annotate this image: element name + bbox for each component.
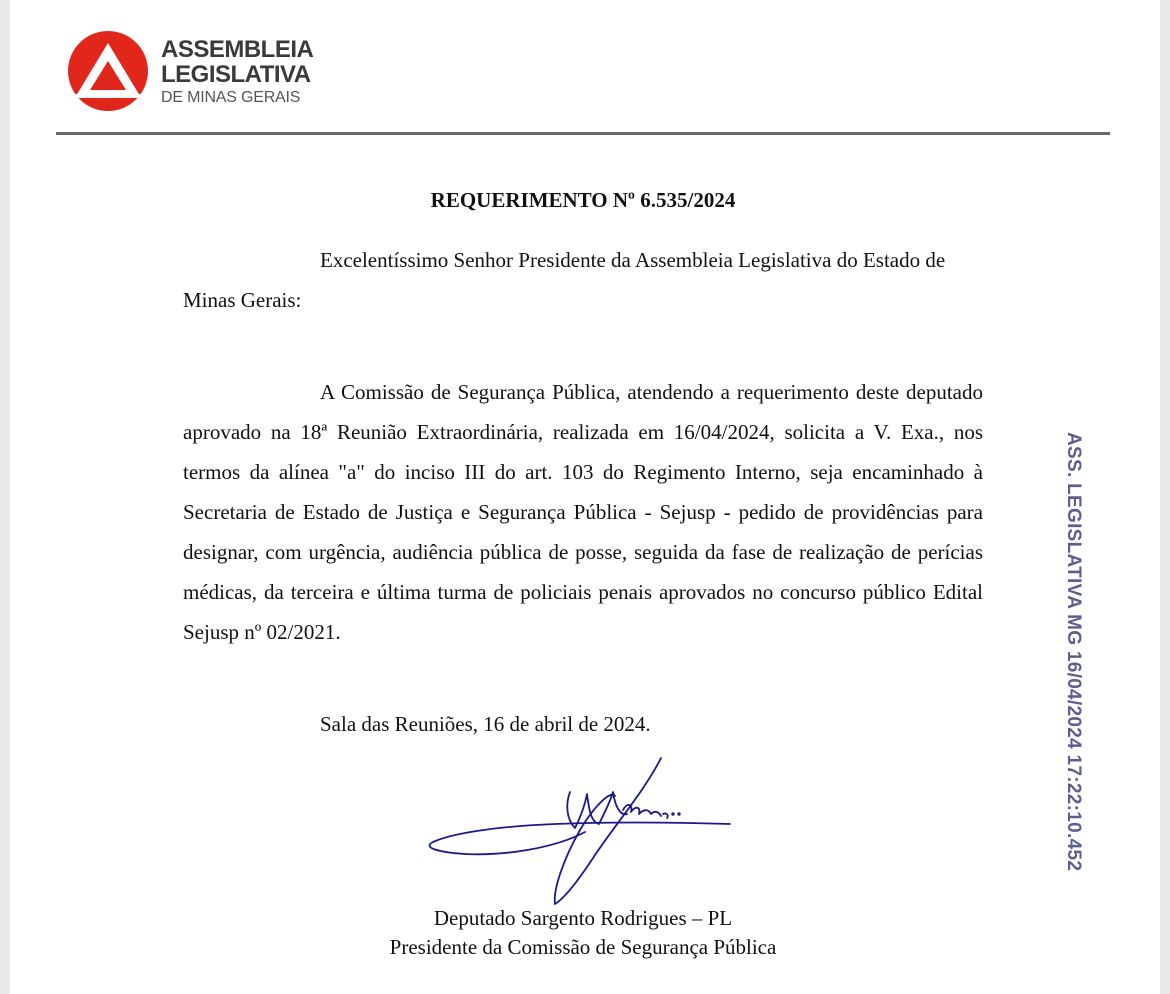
triangle-emblem-icon bbox=[64, 30, 156, 112]
document-title: REQUERIMENTO Nº 6.535/2024 bbox=[430, 188, 736, 212]
document-page bbox=[10, 0, 1160, 994]
dateline: Sala das Reuniões, 16 de abril de 2024. bbox=[320, 712, 651, 736]
logo-wordmark bbox=[161, 38, 313, 106]
header-divider bbox=[56, 132, 1110, 135]
salutation: Excelentíssimo Senhor Presidente da Assembleia Legislativa do Estado de Minas Gerais: bbox=[183, 248, 946, 312]
signer-role: Presidente da Comissão de Segurança Pública bbox=[389, 935, 777, 959]
logo-line-2: LEGISLATIVA bbox=[161, 61, 311, 88]
logo-line-1: ASSEMBLEIA bbox=[161, 36, 314, 63]
body-paragraph: A Comissão de Segurança Pública, atendendo a requerimento deste deputado aprovado na 18ª Reunião Extraordinária, realizada em 16/04/2024, solicita a V. Exa., nos termos da alínea "a" do inciso III do art. 103 do Regimento Interno, seja encaminhado à Secretaria de Estado de Justiça e Segurança Pública - Sejusp - pedido de providências para designar, com urgência, audiência pública de posse, seguida da fase de realização de perícias médicas, da terceira e última turma de policiais penais aprovados no concurso público Edital Sejusp nº 02/2021. bbox=[183, 380, 983, 644]
logo-line-3: DE MINAS GERAIS bbox=[161, 89, 301, 106]
handwritten-signature bbox=[415, 750, 745, 910]
protocol-stamp bbox=[1058, 432, 1084, 912]
protocol-stamp-text: ASS. LEGISLATIVA MG 16/04/2024 17:22:10.452 bbox=[1063, 432, 1084, 872]
signer-name: Deputado Sargento Rodrigues – PL bbox=[433, 906, 733, 930]
assembly-logo bbox=[64, 30, 324, 112]
